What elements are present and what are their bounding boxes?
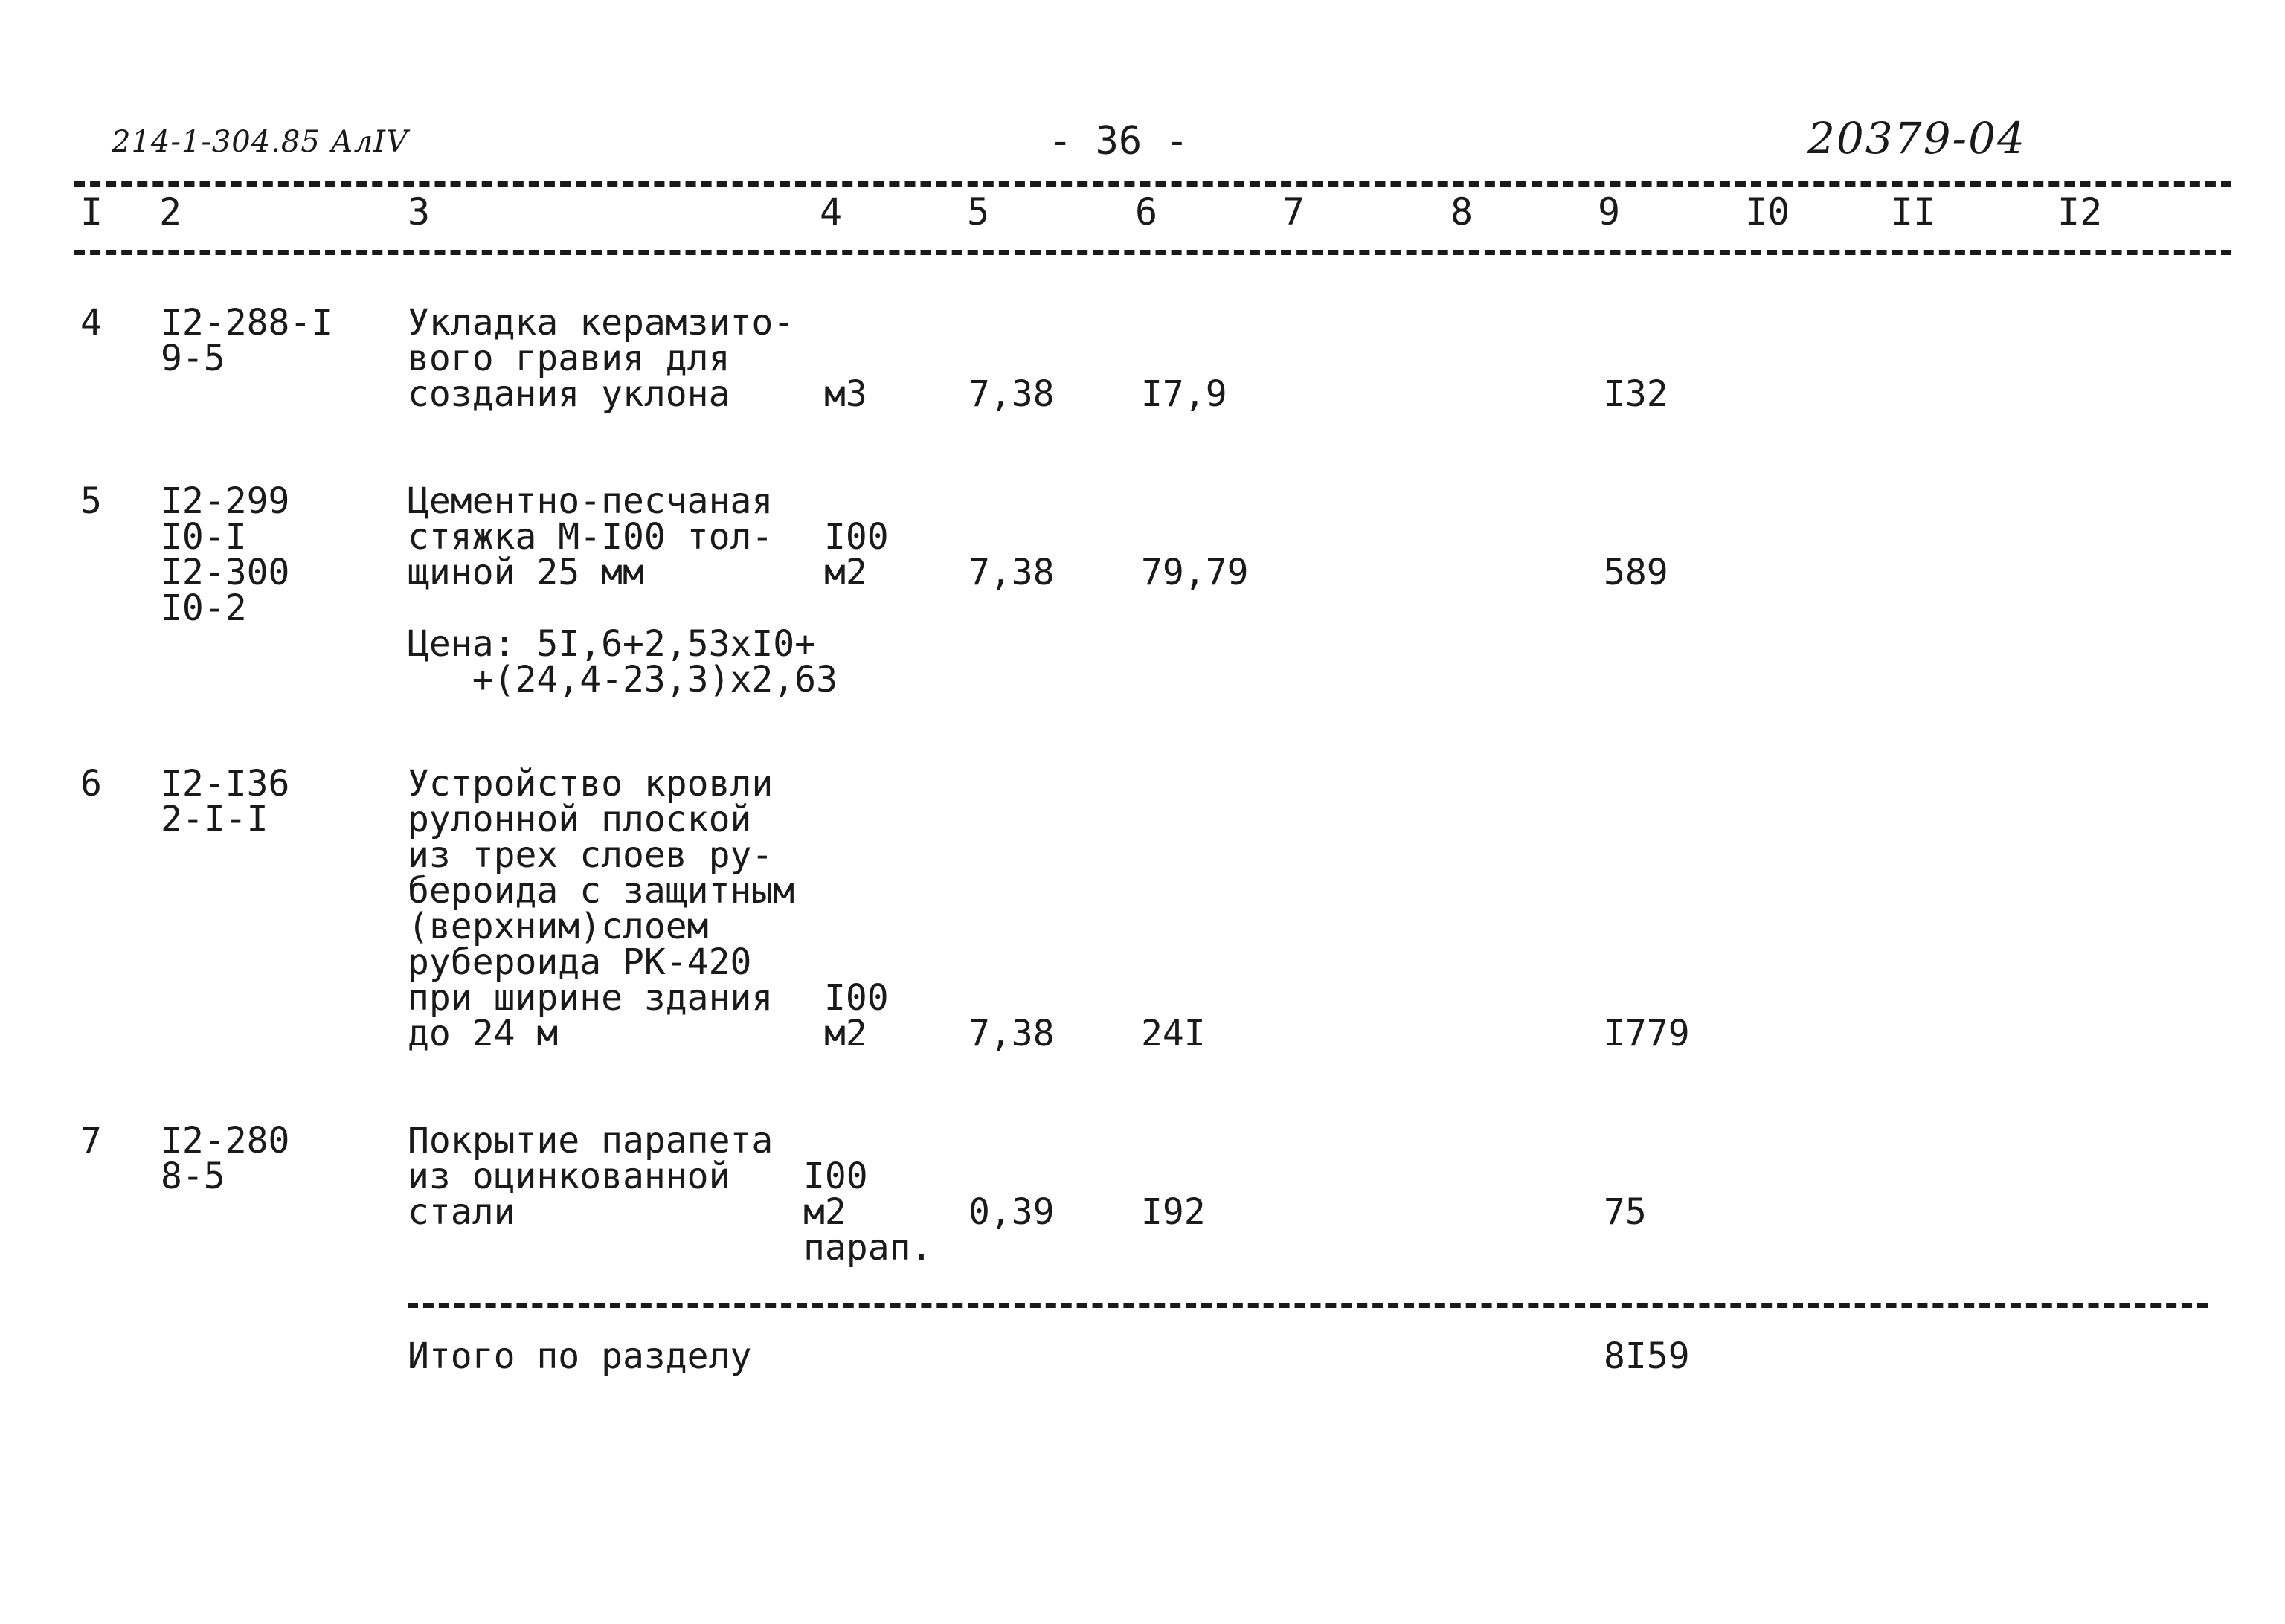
column-number-11: II [1891, 190, 1936, 233]
summary-total: 8I59 [1604, 1335, 1690, 1377]
header-top-rule [74, 181, 2231, 187]
row-code: I2-I36 2-I-I [161, 763, 290, 840]
header-bottom-rule [74, 250, 2231, 255]
column-number-7: 7 [1282, 190, 1305, 233]
column-number-6: 6 [1135, 190, 1158, 233]
row-unit-price: 79,79 [1141, 552, 1249, 593]
summary-rule [408, 1303, 2208, 1308]
summary-label: Итого по разделу [408, 1335, 752, 1377]
row-unit: м3 [824, 373, 867, 415]
column-number-10: I0 [1745, 190, 1790, 233]
row-code: I2-299 I0-I I2-300 I0-2 [161, 480, 290, 629]
row-total: 75 [1604, 1191, 1647, 1233]
row-description: Цементно-песчаная стяжка М-I00 тол- щиной 25 мм [408, 480, 774, 593]
sheet-code: 20379-04 [1807, 113, 2026, 164]
row-number: 4 [80, 302, 102, 344]
row-description: Устройство кровли рулонной плоской из трех слоев ру- бероида с защитным (верхним)слоем рубероида РК-420 при ширине здания до 24 м [408, 763, 795, 1054]
row-number: 5 [80, 480, 102, 522]
row-unit-price: 24I [1141, 1013, 1206, 1054]
column-number-2: 2 [159, 190, 182, 233]
row-unit: I00 м2 [824, 516, 889, 593]
document-code: 214-1-304.85 АлIV [112, 125, 408, 159]
page-number: - 36 - [1049, 119, 1189, 164]
column-number-4: 4 [820, 190, 843, 233]
column-number-8: 8 [1450, 190, 1473, 233]
row-description: Укладка керамзито- вого гравия для создания уклона [408, 302, 795, 415]
column-number-1: I [80, 190, 103, 233]
column-number-12: I2 [2057, 190, 2103, 233]
row-unit: I00 м2 парап. [803, 1156, 933, 1269]
column-number-3: 3 [408, 190, 431, 233]
row-total: 589 [1604, 552, 1668, 593]
row-unit: I00 м2 [824, 977, 889, 1054]
row-code: I2-288-I 9-5 [161, 302, 333, 379]
price-formula-note: Цена: 5I,6+2,53xI0+ +(24,4-23,3)x2,63 [408, 623, 838, 700]
row-total: I779 [1604, 1013, 1690, 1054]
row-quantity: 7,38 [968, 373, 1055, 415]
row-number: 7 [80, 1120, 102, 1161]
row-total: I32 [1604, 373, 1668, 415]
column-number-9: 9 [1598, 190, 1621, 233]
row-quantity: 7,38 [968, 552, 1055, 593]
row-unit-price: I7,9 [1141, 373, 1227, 415]
row-number: 6 [80, 763, 102, 805]
row-quantity: 0,39 [968, 1191, 1055, 1233]
row-unit-price: I92 [1141, 1191, 1206, 1233]
row-description: Покрытие парапета из оцинкованной стали [408, 1120, 774, 1233]
column-number-5: 5 [967, 190, 990, 233]
row-code: I2-280 8-5 [161, 1120, 290, 1197]
row-quantity: 7,38 [968, 1013, 1055, 1054]
